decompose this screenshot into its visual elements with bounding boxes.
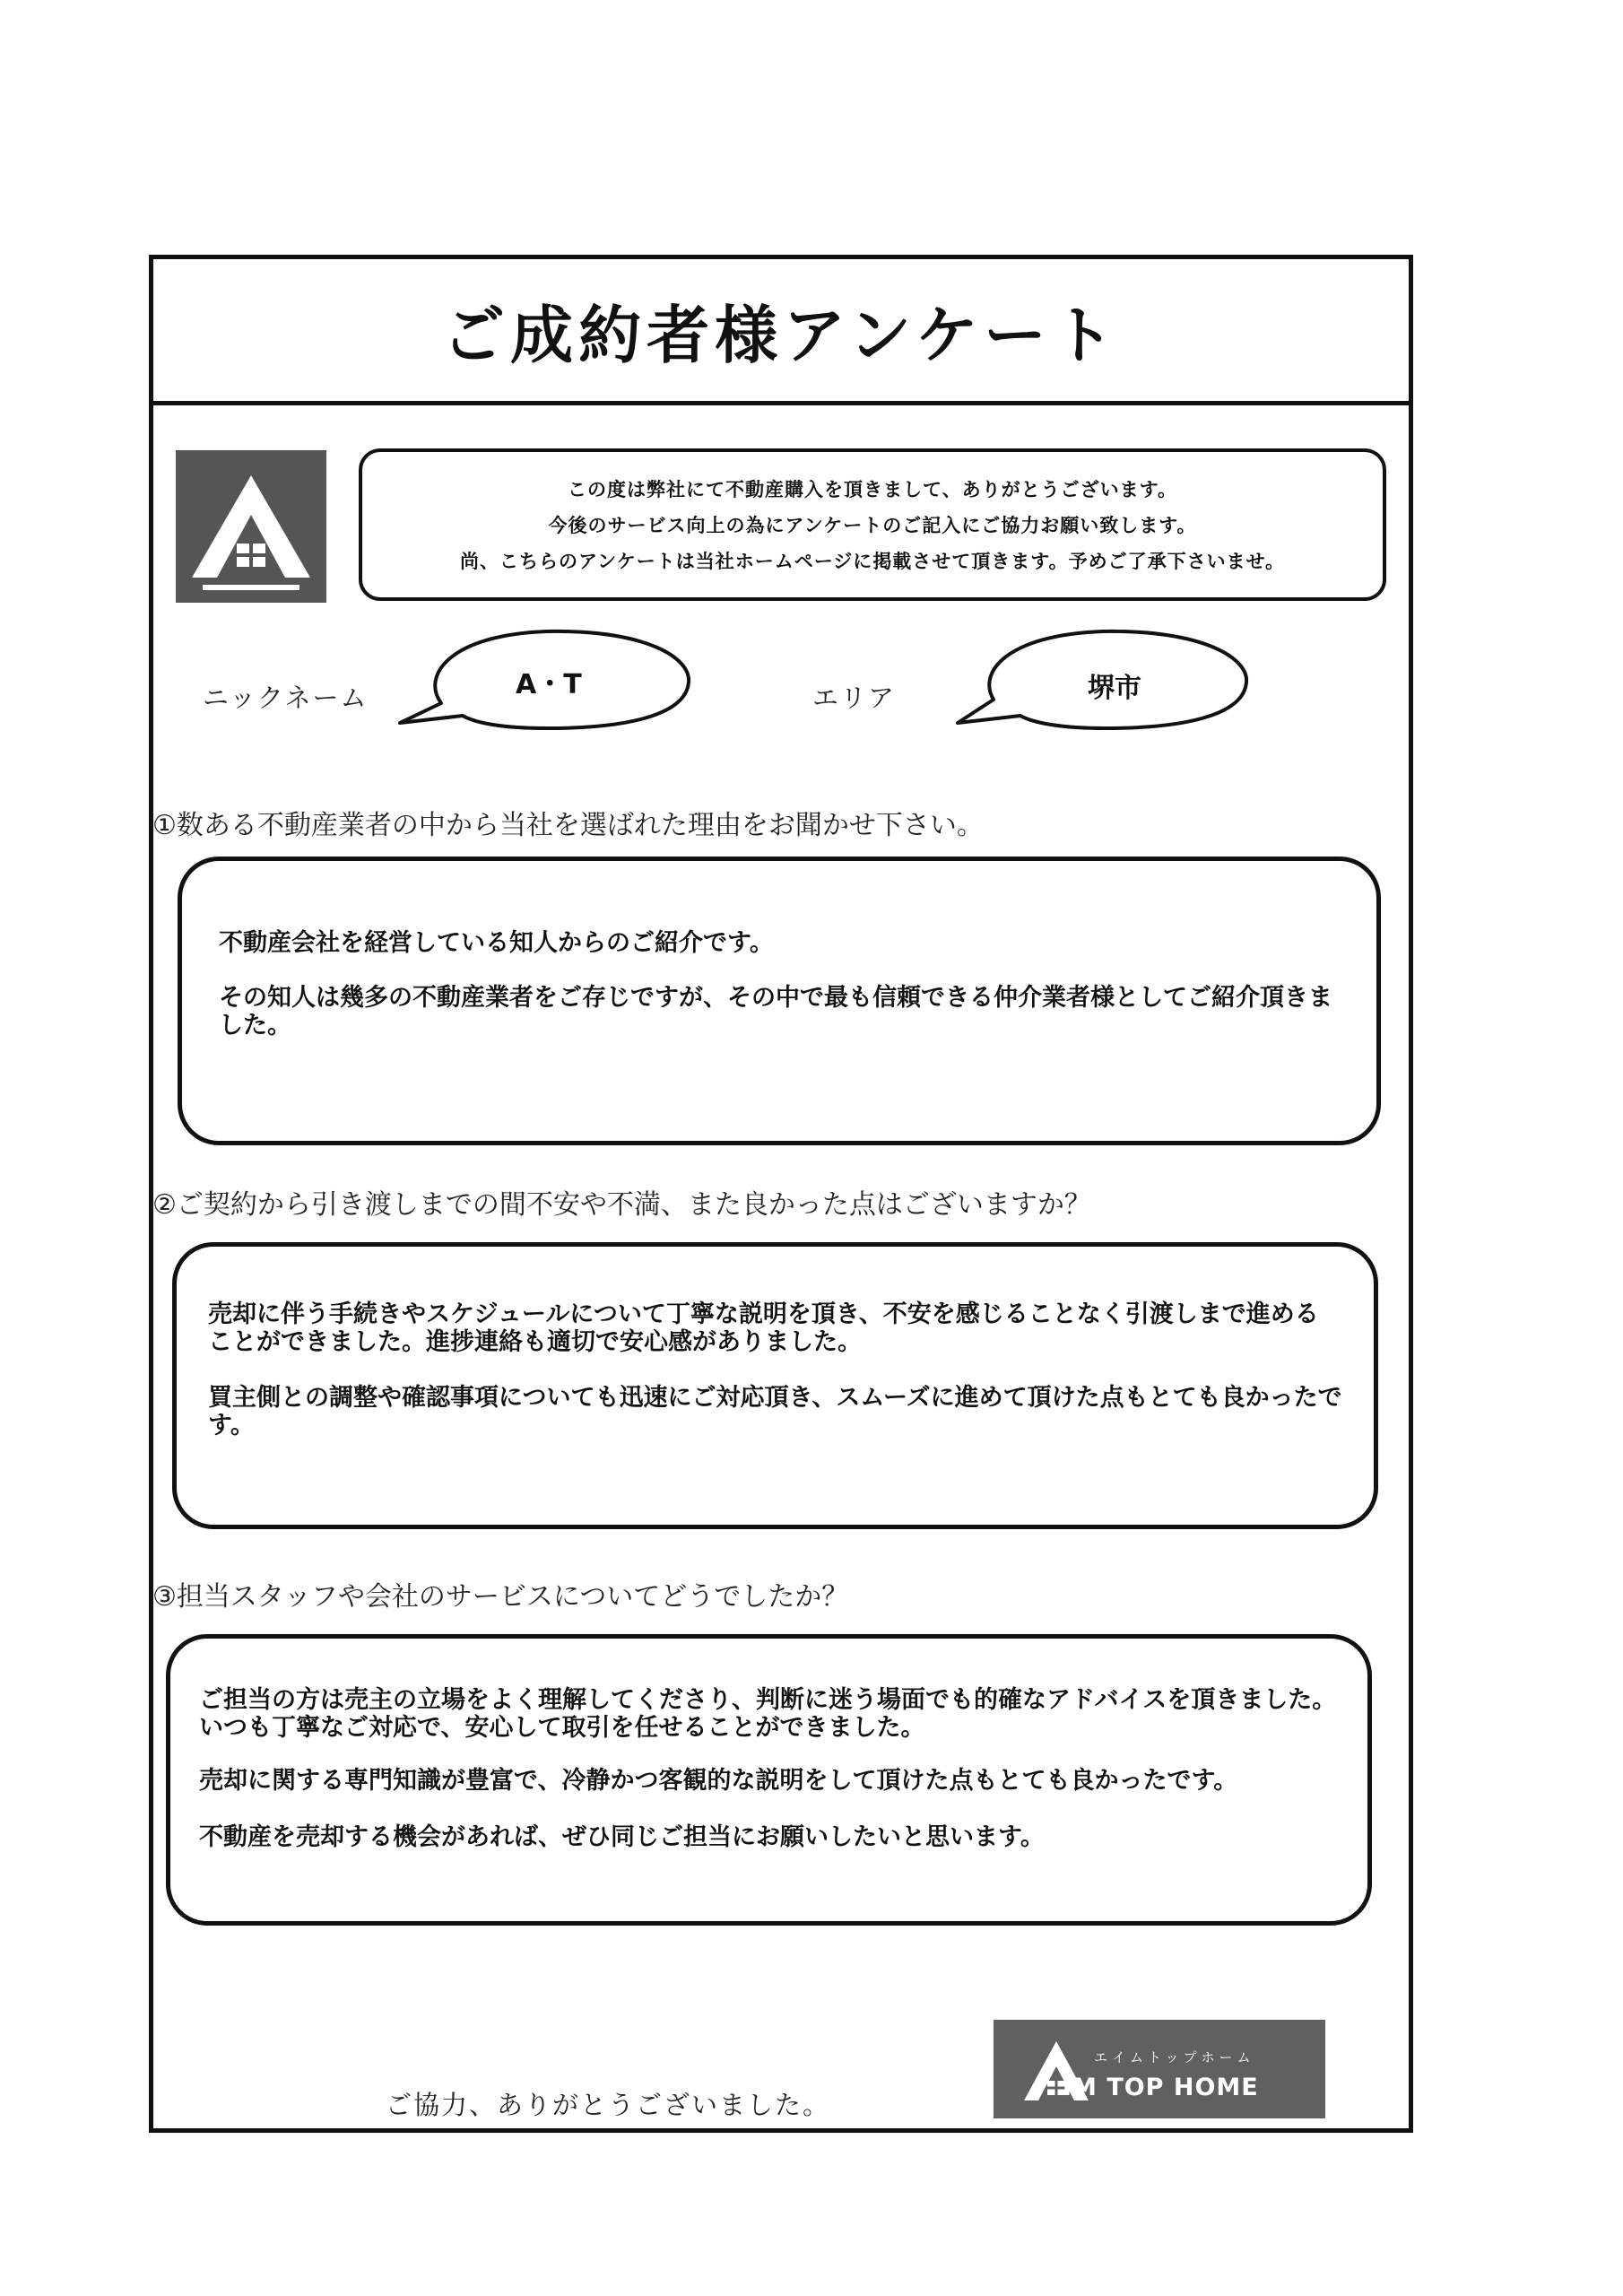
intro-line: 今後のサービス向上の為にアンケートのご記入にご協力お願い致します。 bbox=[548, 515, 1197, 536]
question-2: ②ご契約から引き渡しまでの間不安や不満、また良かった点はございますか？ bbox=[152, 1189, 1091, 1221]
logo-kana: エイムトップホーム bbox=[1094, 2049, 1255, 2066]
answer-2-paragraph: 買主側との調整や確認事項についても迅速にご対応頂き、スムーズに進めて頂けた点もとても良かったです。 bbox=[208, 1384, 1342, 1439]
intro-box bbox=[359, 448, 1386, 601]
question-3: ③担当スタッフや会社のサービスについてどうでしたか？ bbox=[152, 1581, 849, 1613]
intro-line: 尚、こちらのアンケートは当社ホームページに掲載させて頂きます。予めご了承下さいませ。 bbox=[459, 551, 1285, 572]
answer-3-paragraph: 不動産を売却する機会があれば、ぜひ同じご担当にお願いしたいと思います。 bbox=[199, 1823, 1045, 1851]
answer-3-paragraph: ご担当の方は売主の立場をよく理解してくださり、判断に迷う場面でも的確なアドバイスを頂きました。いつも丁寧なご対応で、安心して取引を任せることができました。 bbox=[199, 1686, 1337, 1742]
thanks-message: ご協力、ありがとうございました。 bbox=[386, 2090, 831, 2120]
page-title: ご成約者様アンケート bbox=[442, 298, 1120, 372]
company-logo bbox=[176, 450, 326, 603]
logo-brand: IM TOP HOME bbox=[1063, 2074, 1259, 2101]
answer-3-paragraph: 売却に関する専門知識が豊富で、冷静かつ客観的な説明をして頂けた点もとても良かったです。 bbox=[199, 1767, 1238, 1795]
title-band bbox=[153, 259, 1409, 405]
area-label: エリア bbox=[812, 683, 897, 713]
nickname-label: ニックネーム bbox=[203, 683, 369, 713]
footer-logo bbox=[994, 2020, 1325, 2118]
nickname-value: A・T bbox=[516, 669, 582, 700]
question-1: ①数ある不動産業者の中から当社を選ばれた理由をお聞かせ下さい。 bbox=[152, 810, 984, 841]
area-value: 堺市 bbox=[1088, 673, 1141, 704]
house-icon bbox=[176, 450, 326, 603]
answer-2-paragraph: 売却に伴う手続きやスケジュールについて丁寧な説明を頂き、不安を感じることなく引渡しまで進めることができました。進捗連絡も適切で安心感がありました。 bbox=[208, 1300, 1319, 1356]
answer-1-paragraph: その知人は幾多の不動産業者をご存じですが、その中で最も信頼できる仲介業者様としてご紹介頂きました。 bbox=[219, 984, 1332, 1039]
answer-1-paragraph: 不動産会社を経営している知人からのご紹介です。 bbox=[219, 929, 774, 957]
intro-line: この度は弊社にて不動産購入を頂きまして、ありがとうございます。 bbox=[568, 479, 1177, 500]
